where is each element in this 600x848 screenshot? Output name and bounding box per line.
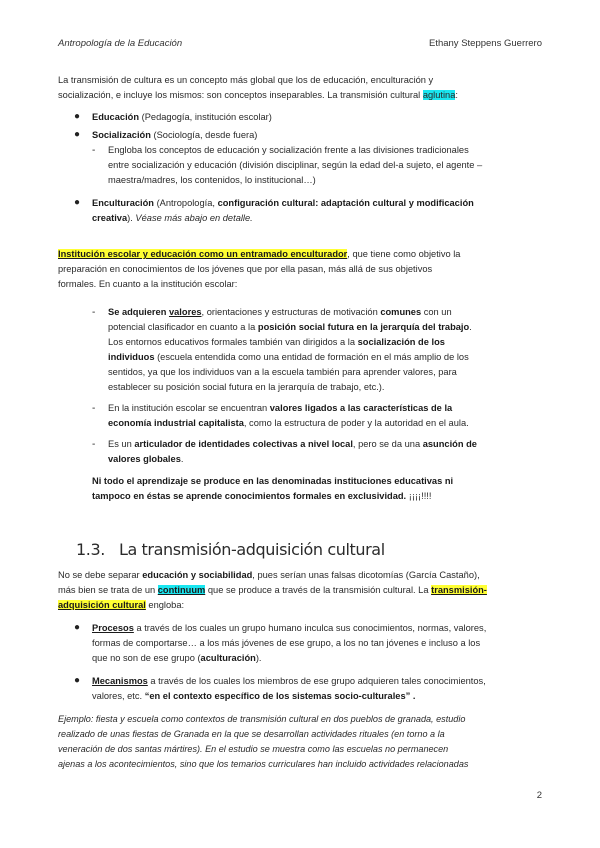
bullet-enculturacion: Enculturación (Antropología, configuración cultural: adaptación cultural y modificación creativa). Véase más abajo en detalle.: [92, 198, 474, 223]
highlight-transmision: transmisión-: [431, 585, 487, 595]
highlight-institucion: Institución escolar y educación como un entramado enculturador: [58, 249, 348, 259]
dash-item-identidades: Es un articulador de identidades colectivas a nivel local, pero se da una asunción de valores globales.: [108, 439, 477, 464]
section-number: 1.3.: [76, 540, 105, 559]
highlight-adquisicion: adquisición cultural: [58, 600, 146, 610]
dash-marker: -: [92, 307, 96, 318]
bullet-dot-icon: ●: [74, 622, 81, 633]
page-number: 2: [536, 790, 542, 801]
highlight-continuum: continuum: [157, 585, 206, 595]
dash-item-economia: En la institución escolar se encuentran valores ligados a las características de la economía industrial capitalista, como la estructura de poder y la autoridad en el aula.: [108, 403, 469, 428]
dash-marker: -: [92, 439, 96, 450]
intro-line-1: La transmisión de cultura es un concepto más global que los de educación, enculturación y: [58, 75, 434, 85]
highlight-aglutina: aglutina: [422, 90, 456, 100]
bullet-socializacion: Socialización (Sociología, desde fuera): [92, 130, 258, 140]
bullet-dot-icon: ●: [74, 197, 81, 208]
note-aprendizaje: Ni todo el aprendizaje se produce en las denominadas instituciones educativas ni tampoco en éstas se aprende conocimientos formales en exclusividad. ¡¡¡¡!!!!: [92, 476, 454, 501]
bullet-dot-icon: ●: [74, 675, 81, 686]
header-course-title: Antropología de la Educación: [58, 38, 183, 49]
bullet-procesos: Procesos a través de los cuales un grupo humano inculca sus conocimientos, normas, valores, formas de comportarse… a los más jóvenes de ese grupo, a los no tan jóvenes e incluso a los que no son de ese grupo (aculturación).: [92, 623, 487, 663]
section-heading: [76, 540, 385, 559]
section-title: La transmisión-adquisición cultural: [118, 540, 385, 559]
bullet-dot-icon: ●: [74, 129, 81, 140]
bullet-mecanismos: Mecanismos a través de los cuales los miembros de ese grupo adquieren tales conocimientos, valores, etc. “en el contexto específico de los sistemas socio-culturales” .: [92, 676, 486, 701]
socializacion-subitem: Engloba los conceptos de educación y socialización frente a las divisiones tradicionales entre socialización y educación (división disciplinar, según la edad del-a sujeto, el agente – maestra/madres, los contenidos, lo institucional…): [108, 145, 483, 185]
dash-marker: -: [92, 403, 96, 414]
institucion-paragraph: Institución escolar y educación como un entramado enculturador, que tiene como objetivo la preparación en conocimientos de los jóvenes que por ella pasan, más allá de sus objetivos formales. En cuanto a la institución escolar:: [58, 249, 461, 289]
bullet-dot-icon: ●: [74, 111, 81, 122]
section-paragraph: No se debe separar educación y sociabilidad, pues serían unas falsas dicotomías (García Castaño), más bien se trata de un continuum que se produce a través de la transmisión cultural. La transmisión- adquisición cultural engloba:: [58, 570, 487, 610]
header-author: Ethany Steppens Guerrero: [428, 38, 542, 49]
dash-marker: -: [92, 145, 96, 156]
bullet-educacion: Educación (Pedagogía, institución escolar): [92, 112, 272, 122]
intro-paragraph: La transmisión de cultura es un concepto más global que los de educación, enculturación y socialización, e incluye los mismos: son conceptos inseparables. La transmisión cultural aglutina:: [58, 73, 542, 103]
dash-item-valores: Se adquieren valores, orientaciones y estructuras de motivación comunes con un potencial clasificador en cuanto a la posición social futura en la jerarquía del trabajo. Los entornos educativos formales también van dirigidos a la socialización de los individuos (escuela entendida como una entidad de formación en el más amplio de los sentidos, ya que los individuos van a la escuela también para aprender valores, para establecer su posición social futura en la jerarquía de trabajo, etc.).: [108, 307, 472, 392]
example-paragraph: Ejemplo: fiesta y escuela como contextos de transmisión cultural en dos pueblos de granada, estudio realizado de unas fiestas de Granada en la que se desarrollan actividades rituales (en torno a la veneración de dos santas mártires). En el estudio se muestra como las escuelas no permanecen ajenas a los acontecimientos, sino que los temarios curriculares han incluido actividades relacionadas: [58, 714, 469, 769]
